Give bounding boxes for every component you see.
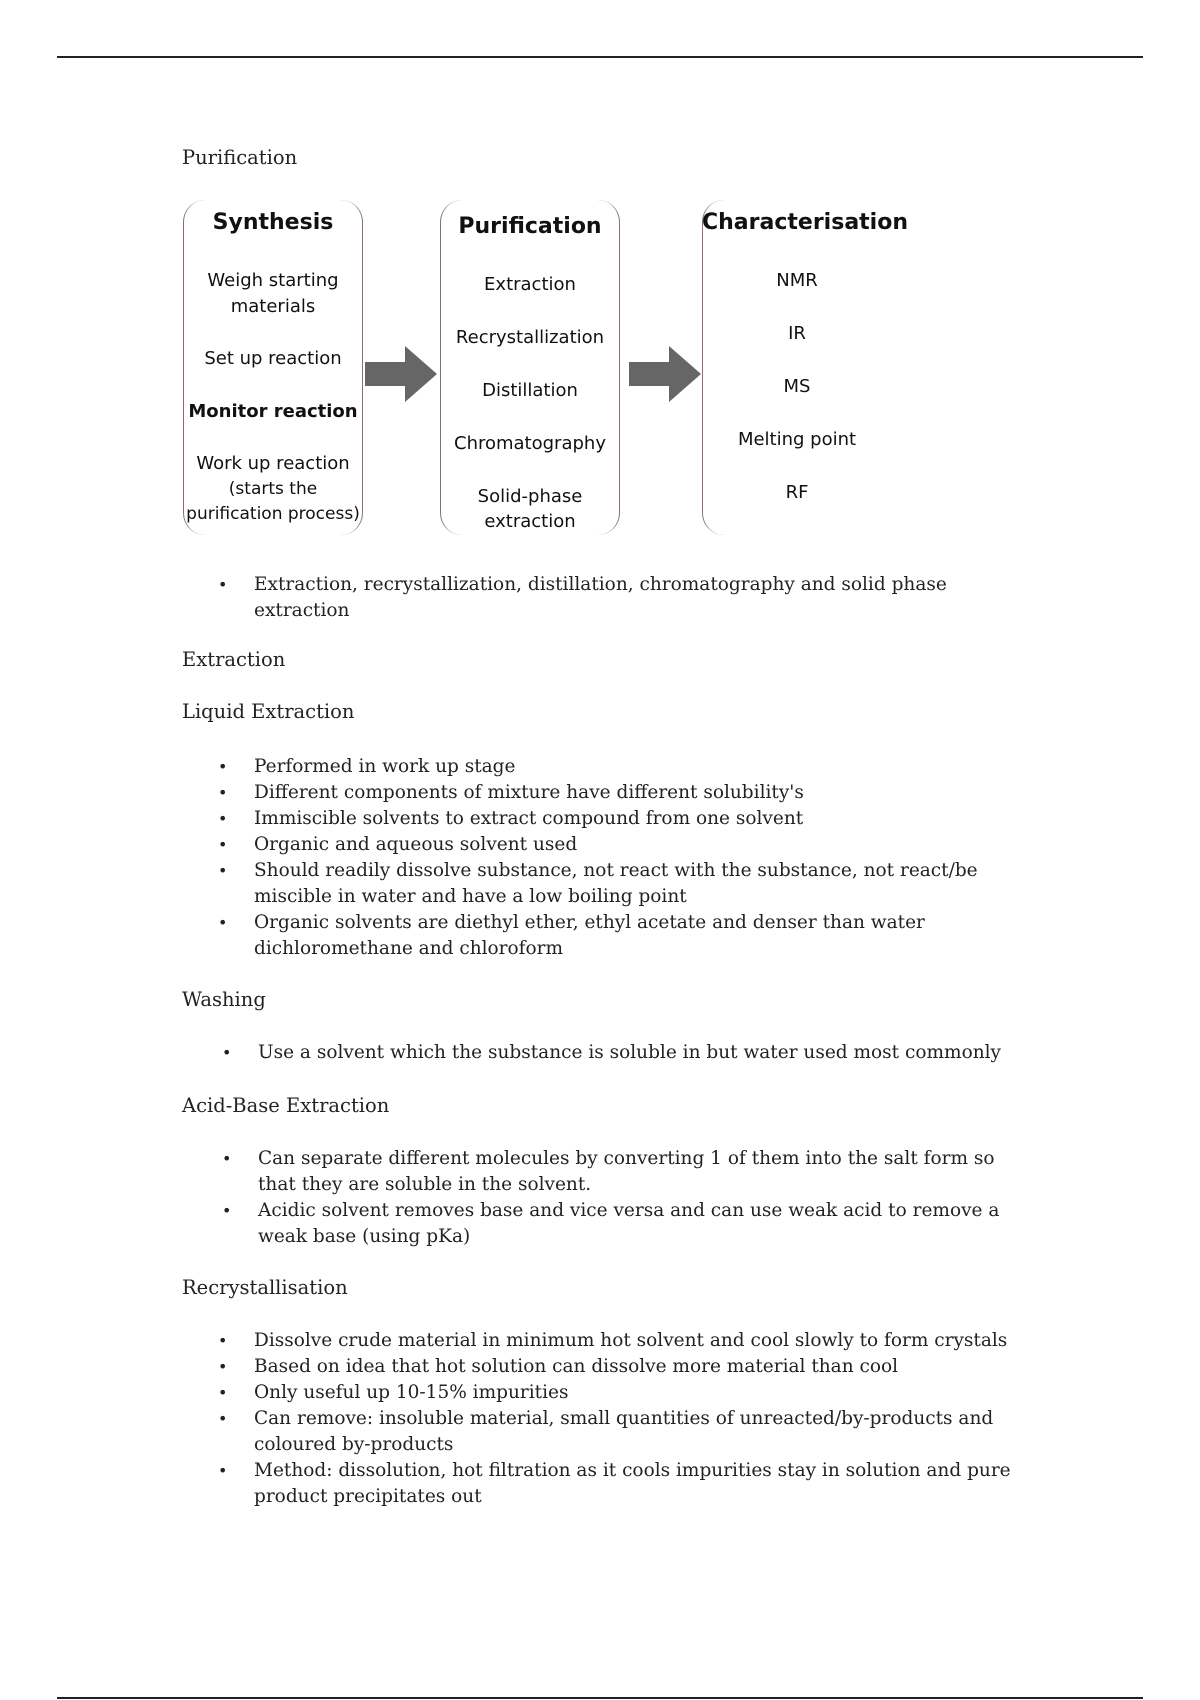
list-item: • Based on idea that hot solution can dissolve more material than cool (218, 1356, 899, 1377)
stage-item: Set up reaction (204, 348, 342, 369)
arrow-right-icon (629, 346, 701, 402)
list-item: • Method: dissolution, hot filtration as it cools impurities stay in solution and pure product precipitates out (218, 1460, 1011, 1507)
list-item: • Can remove: insoluble material, small quantities of unreacted/by-products and coloured by-products (218, 1408, 994, 1455)
list-item: • Should readily dissolve substance, not react with the substance, not react/be miscible in water and have a low boiling point (218, 860, 978, 907)
stage-item: Monitor reaction (188, 401, 358, 422)
stage-title-characterisation: Characterisation (702, 210, 908, 235)
bottom-rule (57, 1697, 1143, 1699)
stage-item: Solid-phase (477, 486, 583, 507)
purification-list (218, 572, 958, 624)
list-item: • Only useful up 10-15% impurities (218, 1382, 569, 1403)
stage-item: NMR (776, 270, 818, 291)
stage-item: (starts the (228, 479, 318, 499)
stage-title-synthesis: Synthesis (212, 210, 334, 235)
heading-recrystallisation: Recrystallisation (182, 1276, 348, 1299)
heading-extraction: Extraction (182, 648, 286, 671)
stage-item: Recrystallization (455, 327, 605, 348)
list-item: • Can separate different molecules by converting 1 of them into the salt form so that they are soluble in the solvent. (222, 1148, 995, 1195)
list-item: • Organic and aqueous solvent used (218, 834, 578, 855)
stage-item: RF (785, 482, 809, 503)
stage-title-purification: Purification (458, 214, 602, 239)
heading-washing: Washing (182, 988, 266, 1011)
stage-synthesis (183, 200, 363, 535)
stage-item: Weigh starting (207, 270, 339, 291)
list-item: • Use a solvent which the substance is soluble in but water used most commonly (222, 1042, 1001, 1063)
washing-list (222, 1040, 1022, 1066)
acid-base-list (222, 1146, 1002, 1250)
top-rule (57, 56, 1143, 58)
arrow-right-icon (365, 346, 437, 402)
list-item: • Organic solvents are diethyl ether, ethyl acetate and denser than water dichloromethane and chloroform (218, 912, 925, 959)
list-item: • Acidic solvent removes base and vice versa and can use weak acid to remove a weak base (using pKa) (222, 1200, 1000, 1247)
recrystallisation-list (218, 1328, 1038, 1510)
list-item: • Performed in work up stage (218, 756, 516, 777)
stage-item: Work up reaction (196, 453, 350, 474)
stage-item: Distillation (482, 380, 578, 401)
stage-purification (440, 200, 620, 535)
stage-item: Chromatography (454, 433, 606, 454)
stage-item: purification process) (186, 504, 360, 524)
heading-liquid-extraction: Liquid Extraction (182, 700, 355, 723)
stage-item: materials (230, 296, 316, 317)
stage-item: MS (783, 376, 811, 397)
workflow-diagram (180, 196, 908, 542)
heading-acid-base-extraction: Acid-Base Extraction (182, 1094, 390, 1117)
list-item: • Dissolve crude material in minimum hot solvent and cool slowly to form crystals (218, 1330, 1008, 1351)
heading-purification: Purification (182, 146, 298, 169)
stage-item: extraction (484, 511, 576, 532)
stage-item: Extraction (484, 274, 576, 295)
list-item: • Different components of mixture have different solubility's (218, 782, 804, 803)
stage-item: Melting point (737, 429, 857, 450)
list-item: • Immiscible solvents to extract compound from one solvent (218, 808, 804, 829)
stage-characterisation (702, 200, 908, 535)
list-item: • Extraction, recrystallization, distillation, chromatography and solid phase extraction (218, 574, 947, 621)
stage-item: IR (788, 323, 806, 344)
liquid-extraction-list (218, 754, 998, 962)
